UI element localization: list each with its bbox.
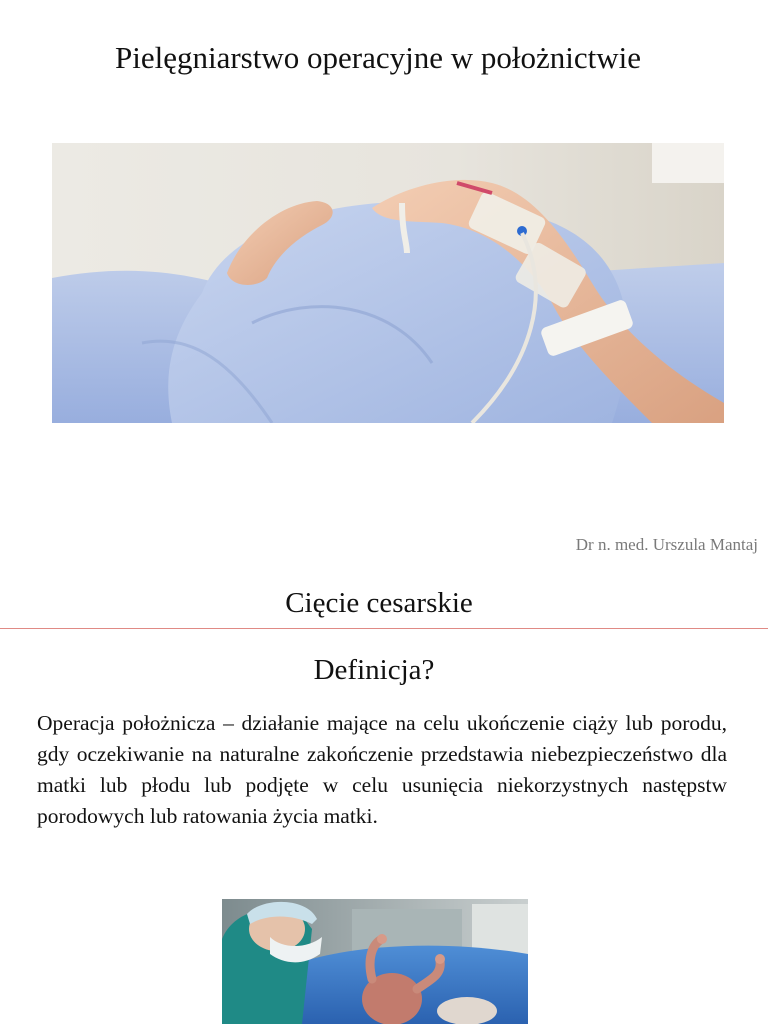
- author-name: Dr n. med. Urszula Mantaj: [575, 535, 758, 554]
- section-title: Cięcie cesarskie: [285, 587, 473, 619]
- definition-text: Operacja położnicza – działanie mające na celu ukończenie ciąży lub porodu, gdy oczekiwanie na naturalne zakończenie przedstawia niebezpieczeństwo dla matki lub płodu lub podjęte w celu usunięcia niekorzystnych następstw porodowych lub ratowania życia matki.: [37, 711, 727, 828]
- pregnant-patient-photo: [52, 143, 724, 423]
- newborn-delivery-photo: [222, 899, 528, 1024]
- slide-title: Pielęgniarstwo operacyjne w położnictwie: [115, 40, 641, 75]
- slide-title: Definicja?: [313, 654, 435, 686]
- slide-2: [0, 629, 768, 1024]
